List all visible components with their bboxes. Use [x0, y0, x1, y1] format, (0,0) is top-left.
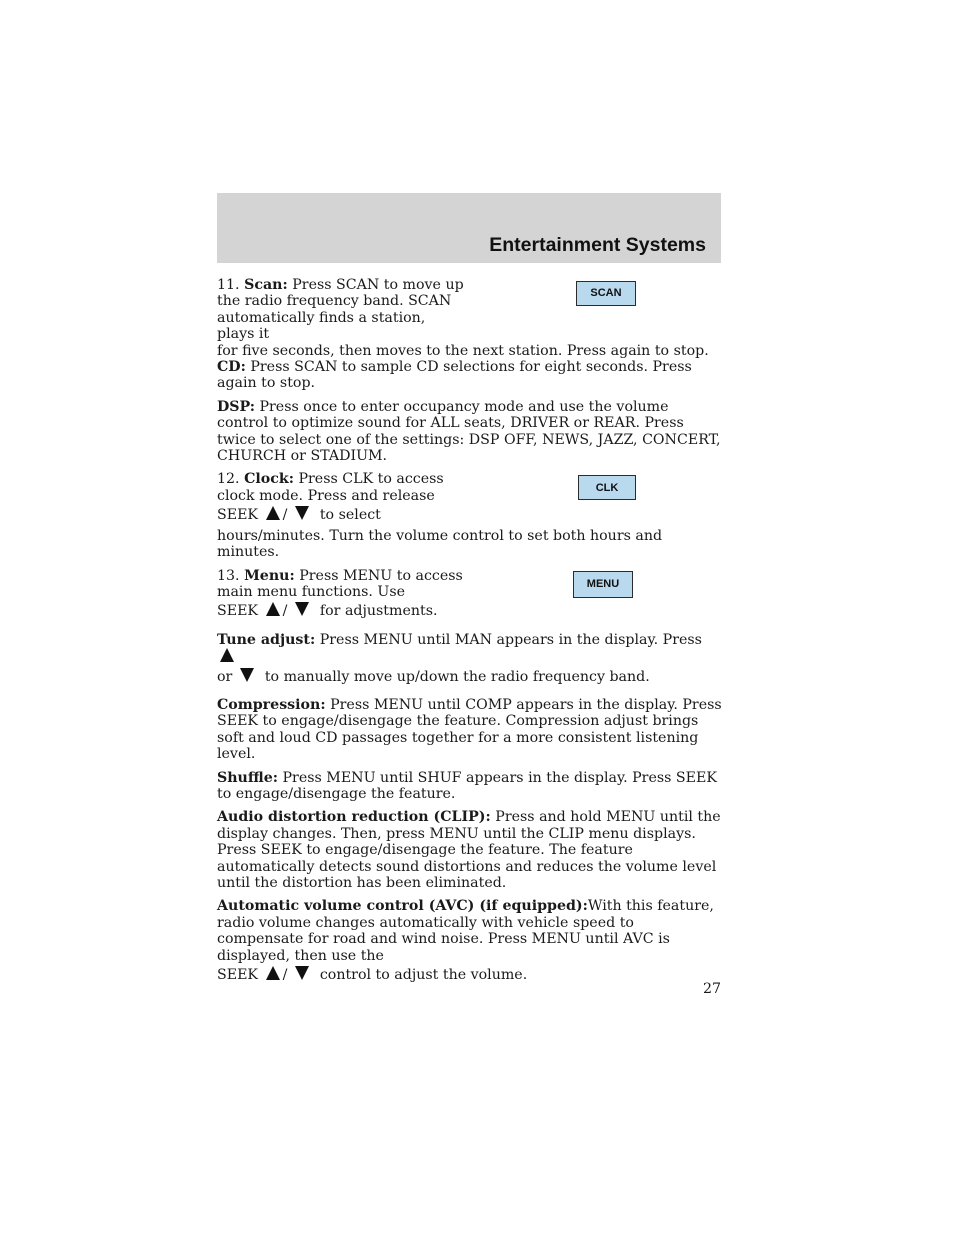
- section-title: Entertainment Systems: [489, 234, 706, 256]
- clk-button[interactable]: CLK: [578, 475, 636, 500]
- shuffle-description: Shuffle: Press MENU until SHUF appears in the display. Press SEEK to engage/disengage the feature.: [217, 769, 717, 802]
- menu-label: Menu:: [244, 567, 295, 584]
- seek-down-icon[interactable]: [240, 668, 254, 682]
- menu-button[interactable]: MENU: [573, 571, 633, 598]
- dsp-label: DSP:: [217, 398, 255, 415]
- cd-description: CD: Press SCAN to sample CD selections for eight seconds. Press again to stop.: [217, 359, 692, 392]
- compression-description: Compression: Press MENU until COMP appears in the display. Press SEEK to engage/disengage the feature. Compression adjust brings soft and loud CD passages together for a more consistent listening level.: [217, 696, 722, 763]
- menu-description: 13. Menu: Press MENU to access main menu functions. Use: [217, 567, 463, 600]
- section-header: [217, 193, 721, 263]
- scan-description: 11. Scan: Press SCAN to move up the radio frequency band. SCAN automatically finds a station, plays it: [217, 277, 464, 343]
- cd-label: CD:: [217, 359, 246, 376]
- scan-label: Scan:: [244, 277, 288, 293]
- menu-item: [217, 568, 723, 620]
- scan-button[interactable]: SCAN: [576, 281, 636, 306]
- seek-down-icon[interactable]: [295, 506, 309, 520]
- clock-item: [217, 471, 723, 560]
- clip-description: Audio distortion reduction (CLIP): Press and hold MENU until the display changes. Then, press MENU until the CLIP menu displays. Press SEEK to engage/disengage the feature. The feature automatically detects sound distortions and reduces the volume level until the distortion has been eliminated.: [217, 809, 721, 891]
- tune-adjust-description-cont: or to manually move up/down the radio frequency band.: [217, 668, 650, 685]
- page-content: [217, 277, 723, 983]
- avc-label: Automatic volume control (AVC) (if equipped):: [217, 898, 588, 915]
- clock-description-cont: hours/minutes. Turn the volume control to set both hours and minutes.: [217, 527, 663, 561]
- clock-seek-line: SEEK / to select: [217, 507, 381, 524]
- compression-label: Compression:: [217, 696, 326, 713]
- shuffle-label: Shuffle:: [217, 769, 278, 786]
- tune-adjust-description: Tune adjust: Press MENU until MAN appears in the display. Press: [217, 632, 723, 666]
- avc-description: Automatic volume control (AVC) (if equipped):With this feature, radio volume changes automatically with vehicle speed to compensate for road and wind noise. Press MENU until AVC is displayed, then use the: [217, 898, 714, 964]
- page-number: 27: [702, 981, 721, 997]
- scan-description-cont: for five seconds, then moves to the next station. Press again to stop.: [217, 342, 709, 359]
- avc-seek-line: SEEK / control to adjust the volume.: [217, 967, 528, 984]
- clip-label: Audio distortion reduction (CLIP):: [217, 809, 491, 826]
- seek-up-icon[interactable]: [266, 966, 280, 980]
- seek-up-icon[interactable]: [266, 506, 280, 520]
- scan-item: [217, 277, 723, 392]
- seek-down-icon[interactable]: [295, 602, 309, 616]
- seek-up-icon[interactable]: [220, 648, 234, 662]
- clock-label: Clock:: [244, 471, 294, 488]
- tune-adjust-label: Tune adjust:: [217, 631, 316, 648]
- seek-down-icon[interactable]: [295, 966, 309, 980]
- dsp-description: DSP: Press once to enter occupancy mode and use the volume control to optimize sound for ALL seats, DRIVER or REAR. Press twice to select one of the settings: DSP OFF, NEWS, JAZZ, CONCERT, CHURCH or STADIUM.: [217, 398, 721, 465]
- menu-seek-line: SEEK / for adjustments.: [217, 603, 438, 620]
- seek-up-icon[interactable]: [266, 602, 280, 616]
- clock-description: 12. Clock: Press CLK to access clock mode. Press and release: [217, 471, 444, 504]
